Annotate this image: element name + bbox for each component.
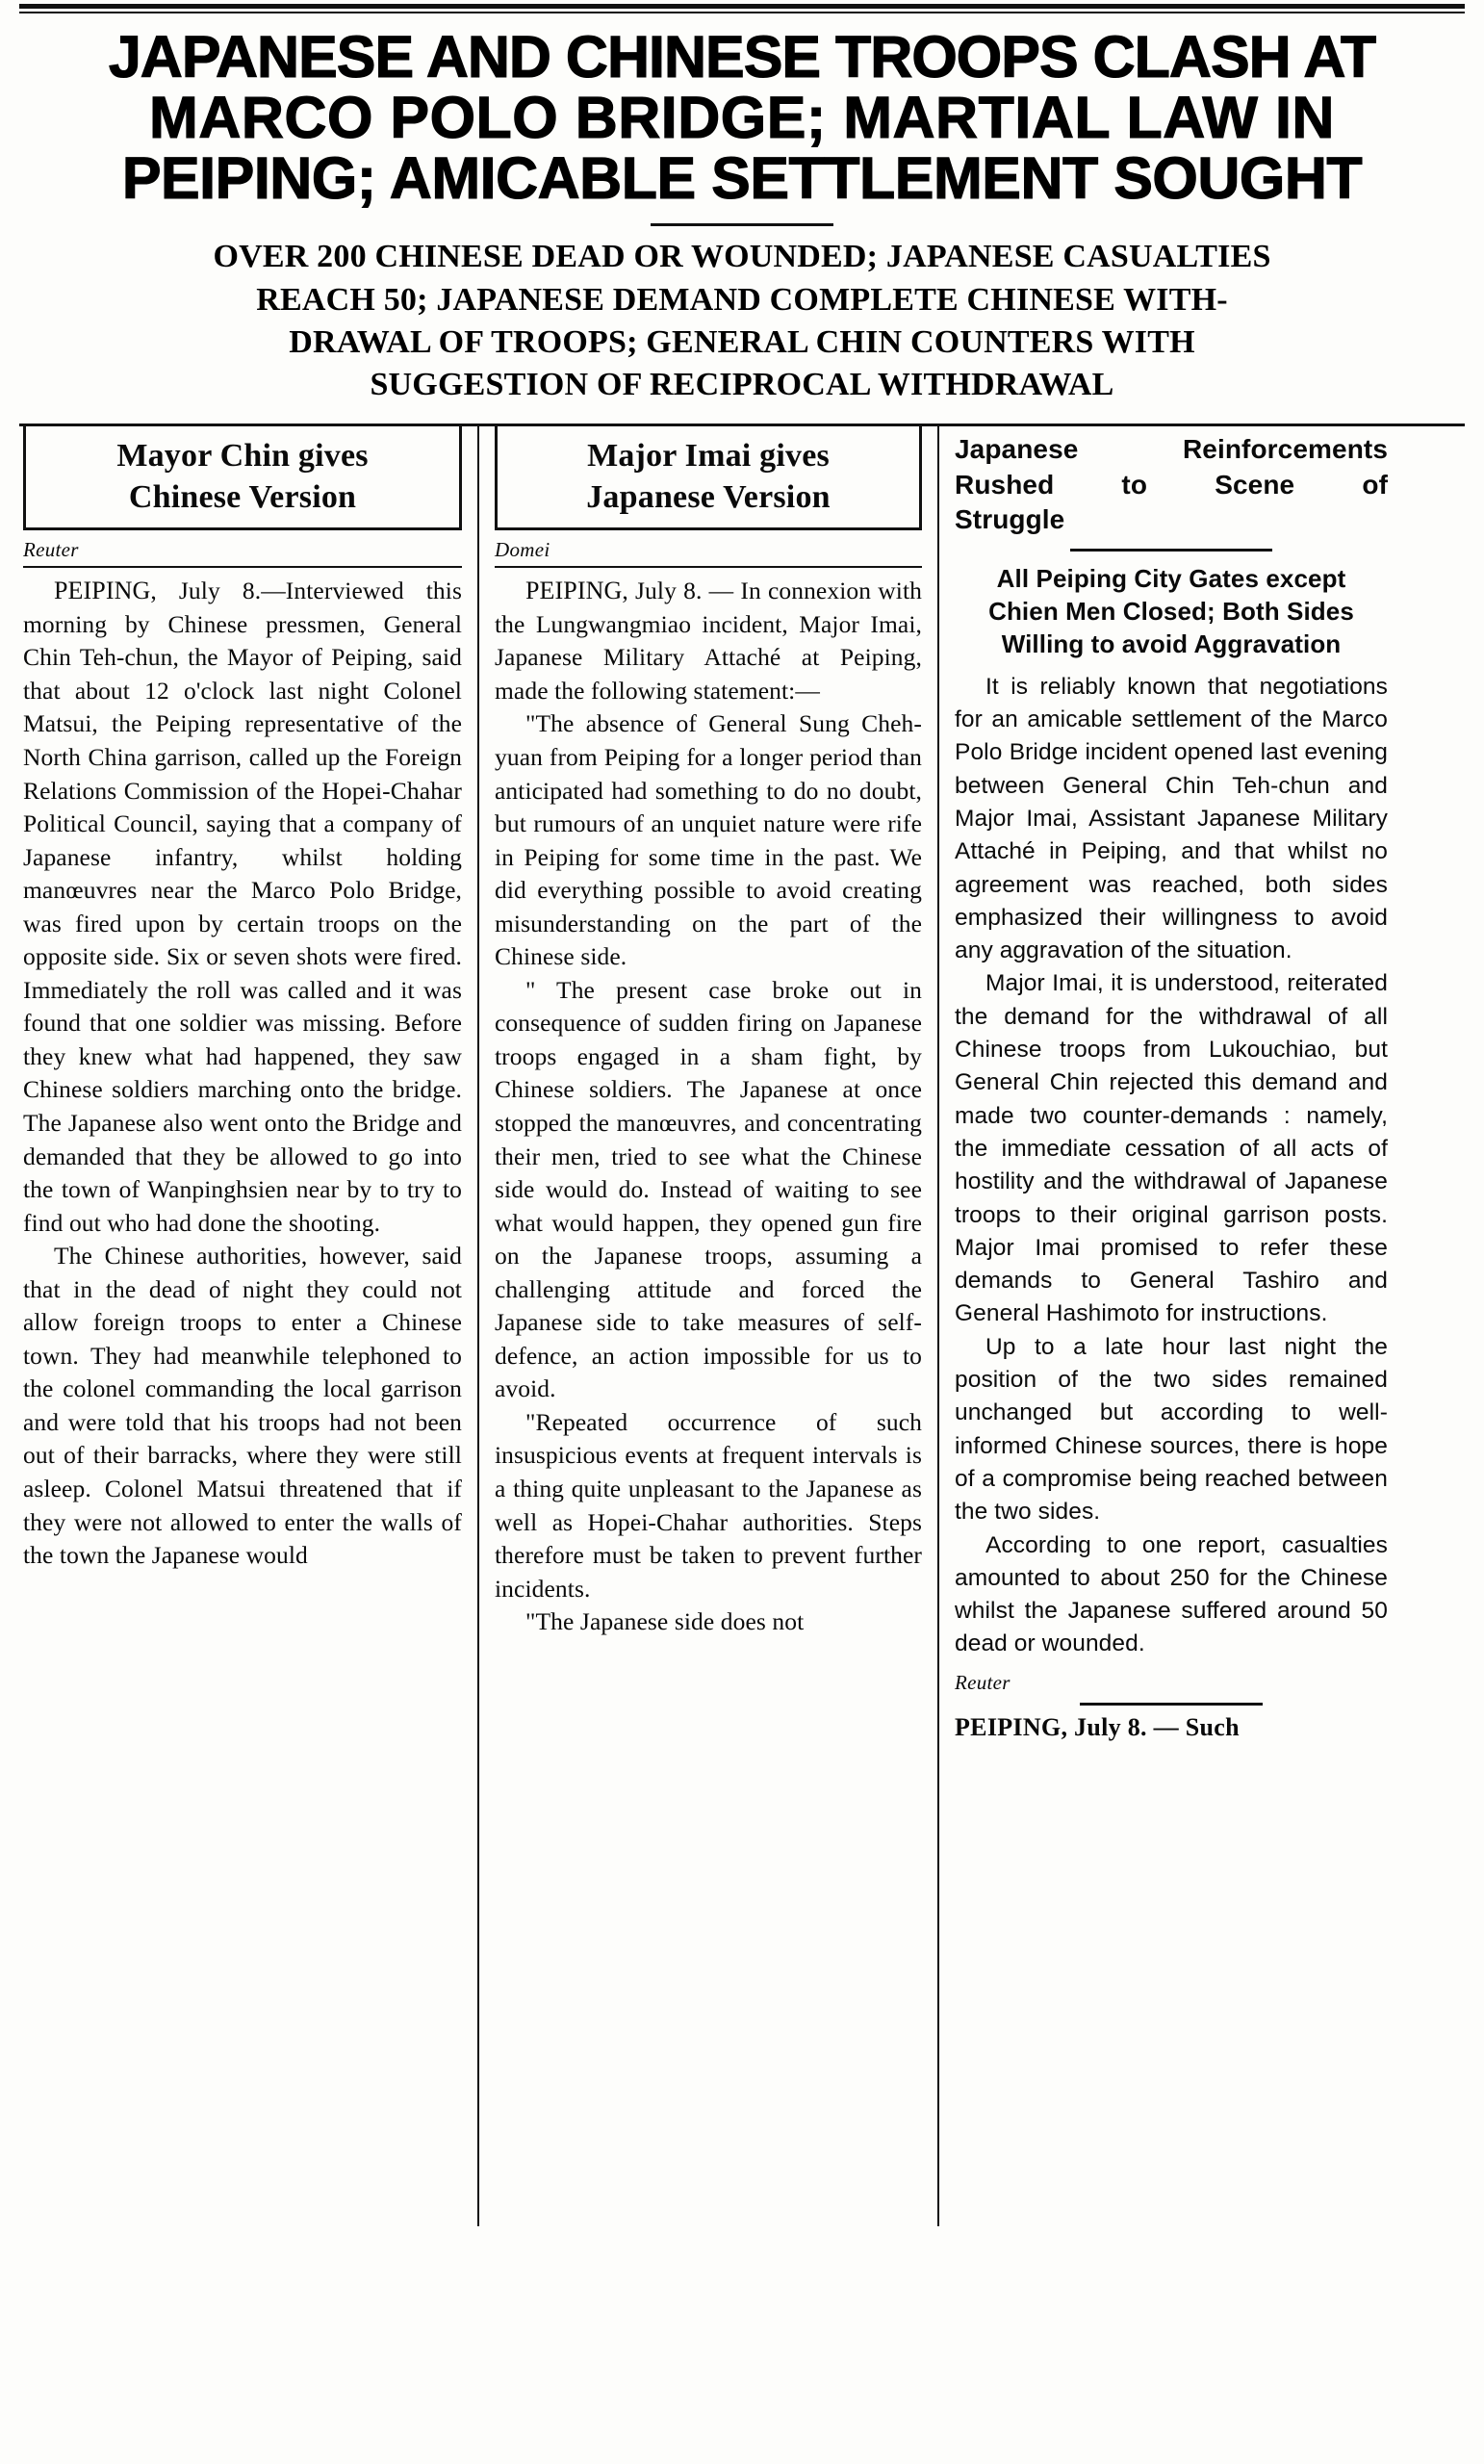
column-1-credit-rule (23, 566, 462, 568)
subhead-line-4: SUGGESTION OF RECIPROCAL WITHDRAWAL (370, 367, 1114, 403)
column-3-teaser: PEIPING, July 8. — Such (955, 1712, 1240, 1741)
top-rule-thin (19, 12, 1465, 13)
subhead-line-2: REACH 50; JAPANESE DEMAND COMPLETE CHINESE WITH- (256, 281, 1228, 318)
main-headline (17, 24, 1467, 211)
paragraph: "The Japanese side does not (525, 1607, 805, 1636)
paragraph: "The absence of General Sung Cheh-yuan from Peiping for a longer period than anticipated had something to do no doubt, but rumours of an unquiet nature were rife in Peiping for some time in the past. We did everything possible to avoid creating misunderstanding on the part of the Chinese side. (495, 709, 922, 971)
headline-line-3: PEIPING; AMICABLE SETTLEMENT SOUGHT (121, 144, 1363, 211)
column-3-subheading-line-3: Willing to avoid Aggravation (1001, 629, 1342, 658)
column-3-heading-line-1: Japanese Reinforcements (955, 434, 1388, 465)
column-1-body (23, 574, 462, 1572)
column-2-credit-rule (495, 566, 922, 568)
paragraph: "Repeated occurrence of such insuspicious events at frequent intervals is a thing quite unpleasant to the Japanese as well as Hopei-Chahar authorities. Steps therefore must be taken to prevent further incidents. (495, 1407, 922, 1603)
top-rule-thick (19, 4, 1465, 9)
column-3-bottom-rule (1080, 1703, 1263, 1706)
column-3-subheading-line-2: Chien Men Closed; Both Sides (988, 597, 1354, 627)
paragraph: According to one report, casualties amounted to about 250 for the Chinese whilst the Japanese suffered around 50 dead or wounded. (955, 1531, 1388, 1657)
column-3-subheading (955, 563, 1388, 660)
column-1-heading-line-1: Mayor Chin gives (116, 438, 369, 475)
paragraph: PEIPING, July 8.—Interviewed this morning by Chinese pressmen, General Chin Teh-chun, the Mayor of Peiping, said that about 12 o'clock last night Colonel Matsui, the Peiping representative of the North China garrison, called up the Foreign Relations Commission of the Hopei-Chahar Political Council, saying that a company of Japanese infantry, whilst holding manœuvres near the Marco Polo Bridge, was fired upon by certain troops on the opposite side. Six or seven shots were fired. Immediately the roll was called and it was found that one soldier was missing. Before they knew what had happened, they saw Chinese soldiers marching onto the bridge. The Japanese also went onto the Bridge and demanded that they be allowed to go into the town of Wanpinghsien near by to try to find out who had done the shooting. (23, 577, 462, 1237)
column-3-heading (955, 432, 1388, 537)
paragraph: Up to a late hour last night the position of the two sides remained unchanged but according to well-informed Chinese sources, there is hope of a compromise being reached between the two sides. (955, 1333, 1388, 1526)
subhead-line-3: DRAWAL OF TROOPS; GENERAL CHIN COUNTERS WITH (289, 323, 1195, 360)
paragraph: It is reliably known that negotiations for an amicable settlement of the Marco Polo Bridge incident opened last evening between General Chin Teh-chun and Major Imai, Assistant Japanese Military Attaché in Peiping, and that whilst no agreement was reached, both sides emphasized their willingness to avoid any aggravation of the situation. (955, 673, 1388, 964)
column-major-imai (477, 426, 937, 2226)
headline-divider (651, 223, 833, 226)
headline-line-1: JAPANESE AND CHINESE TROOPS CLASH AT (108, 24, 1376, 90)
paragraph: Major Imai, it is understood, reiterated the demand for the withdrawal of all Chinese troops from Lukouchiao, but General Chin rejected this demand and made two counter-demands : namely, the immediate cessation of all acts of hostility and the withdrawal of Japanese troops to their original garrison posts. Major Imai promised to refer these demands to General Tashiro and General Hashimoto for instructions. (955, 970, 1388, 1327)
column-2-heading-line-2: Japanese Version (586, 478, 831, 515)
column-2-credit: Domei (495, 538, 550, 562)
lead-smallcaps: PEIPING (54, 577, 151, 605)
page-top-rules (17, 0, 1467, 13)
column-3-heading-line-3: Struggle (955, 504, 1065, 535)
headline-line-2: MARCO POLO BRIDGE; MARTIAL LAW IN (149, 84, 1335, 150)
sub-headline (27, 236, 1457, 406)
column-3-credit: Reuter (955, 1670, 1011, 1694)
subhead-line-1: OVER 200 CHINESE DEAD OR WOUNDED; JAPANESE CASUALTIES (213, 239, 1271, 275)
column-3-divider (1070, 549, 1272, 552)
column-3-subheading-line-1: All Peiping City Gates except (996, 564, 1346, 594)
column-1-heading (23, 426, 462, 530)
column-3-heading-line-2: Rushed to Scene of (955, 469, 1388, 500)
paragraph: PEIPING, July 8. — In connexion with the Lungwangmiao incident, Major Imai, Japanese Military Attaché at Peiping, made the following statement:— (495, 577, 922, 705)
column-2-body (495, 574, 922, 1639)
lead-smallcaps: PEIPING (525, 577, 623, 605)
paragraph: The Chinese authorities, however, said that in the dead of night they could not allow foreign troops to enter a Chinese town. They had meanwhile telephoned to the colonel commanding the local garrison and were told that his troops had not been out of their barracks, where they were still asleep. Colonel Matsui threatened that if they were not allowed to enter the walls of the town the Japanese would (23, 1242, 462, 1570)
column-mayor-chin (17, 426, 477, 2226)
column-2-heading-line-1: Major Imai gives (587, 438, 830, 475)
paragraph: " The present case broke out in consequence of sudden firing on Japanese troops engaged in a sham fight, by Chinese soldiers. The Japanese at once stopped the manœuvres, and concentrating their men, tried to see what the Chinese side would do. Instead of waiting to see what would happen, they opened gun fire on the Japanese troops, assuming a challenging attitude and forced the Japanese side to take measures of self-defence, an action impossible for us to avoid. (495, 975, 922, 1403)
column-3-body (955, 671, 1388, 1661)
column-1-credit: Reuter (23, 538, 79, 562)
article-columns (17, 426, 1467, 2226)
column-1-heading-line-2: Chinese Version (128, 478, 357, 515)
column-reinforcements (937, 426, 1394, 2226)
column-2-heading (495, 426, 922, 530)
